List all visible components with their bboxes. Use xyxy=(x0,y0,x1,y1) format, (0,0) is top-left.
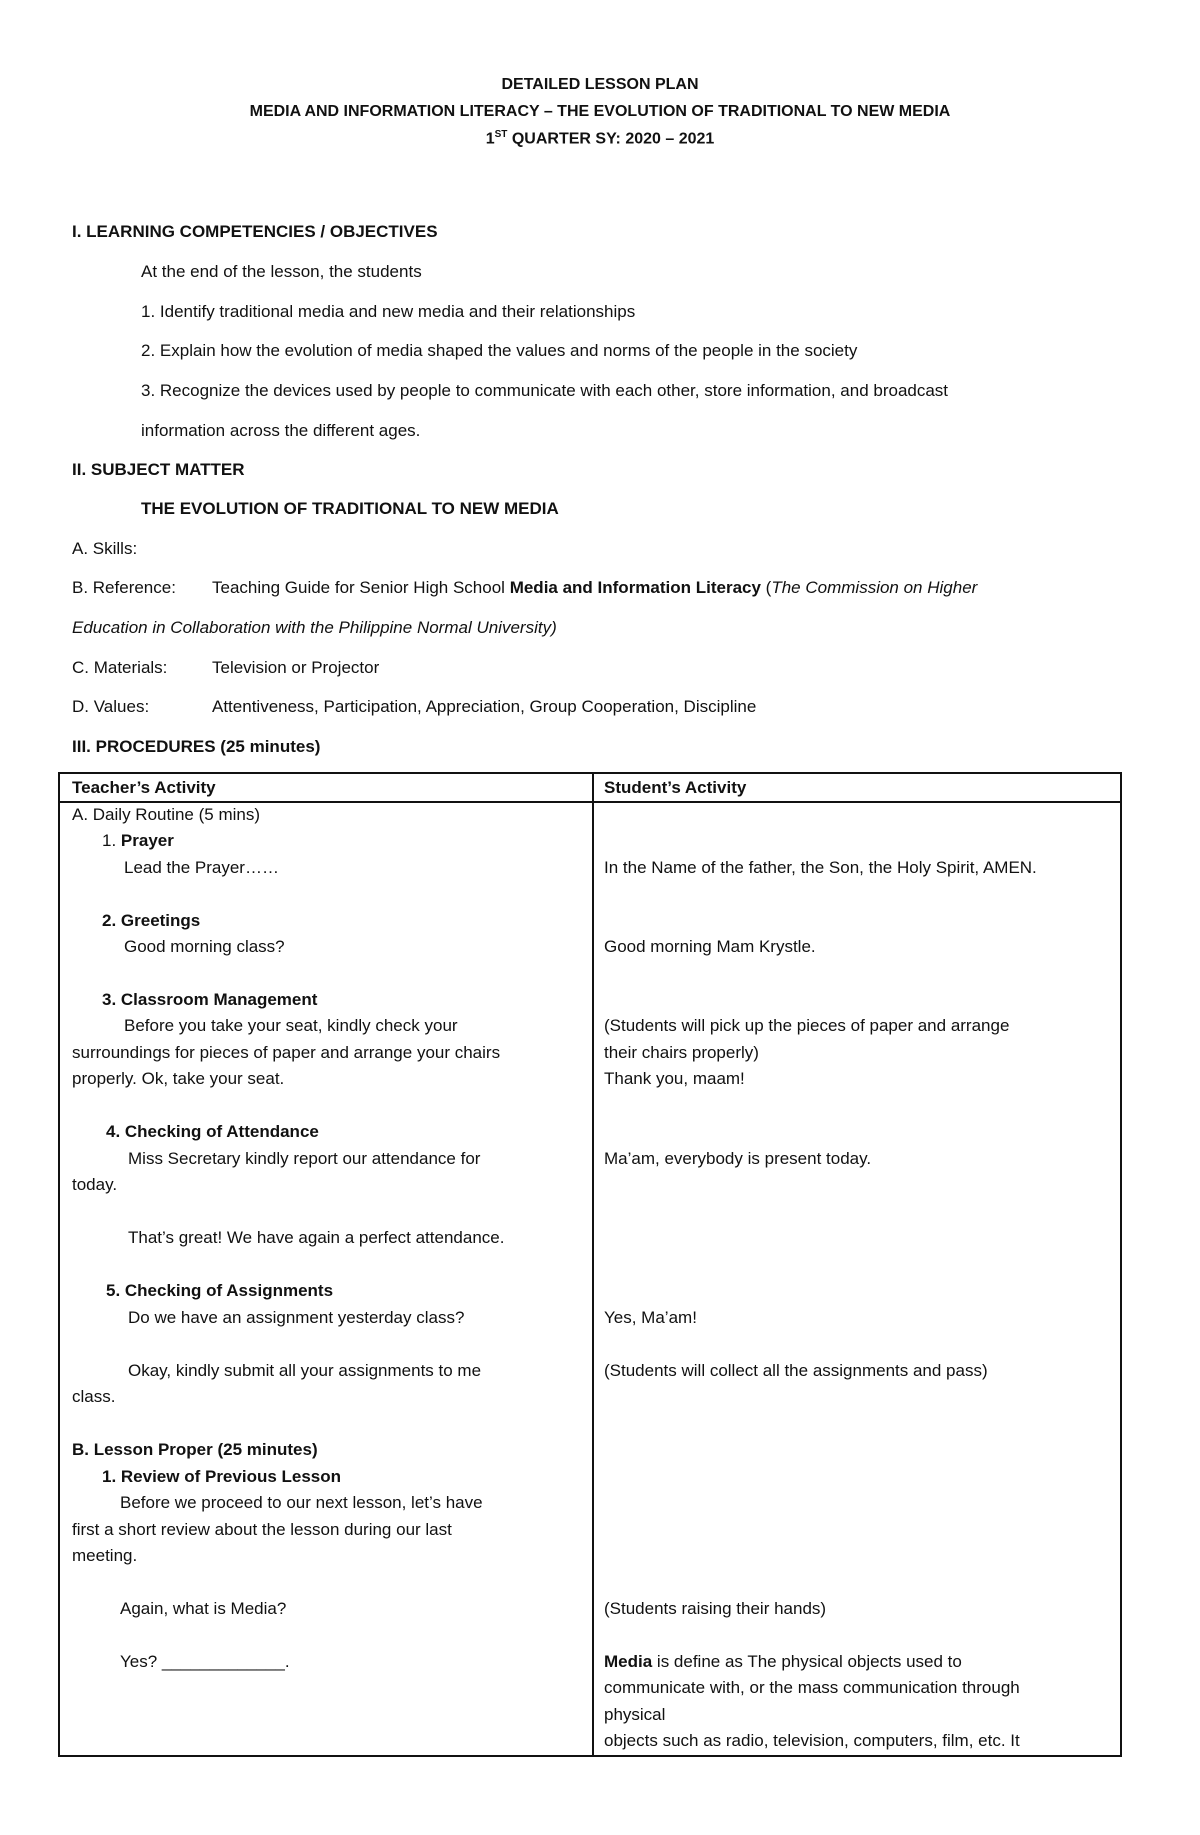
student-assignment-response: Yes, Ma’am! xyxy=(604,1308,697,1327)
materials-label: C. Materials: xyxy=(72,658,168,677)
reference-text-continued: Education in Collaboration with the Philippine Normal University) xyxy=(72,618,557,637)
review-text: first a short review about the lesson during our last xyxy=(72,1520,452,1539)
document-title: DETAILED LESSON PLAN xyxy=(501,76,699,93)
column-divider xyxy=(592,774,594,1755)
objective-item-continued: information across the different ages. xyxy=(141,421,421,440)
classroom-management-text: properly. Ok, take your seat. xyxy=(72,1069,285,1088)
student-question-response: (Students raising their hands) xyxy=(604,1599,827,1618)
reference-label: B. Reference: xyxy=(72,578,176,597)
question-text: Yes? _____________. xyxy=(120,1652,290,1671)
attendance-text: That’s great! We have again a perfect attendance. xyxy=(128,1228,505,1247)
materials-value: Television or Projector xyxy=(212,658,380,677)
procedures-table xyxy=(58,772,1122,1757)
student-media-definition: objects such as radio, television, computers, film, etc. It xyxy=(604,1731,1020,1750)
objective-item: 1. Identify traditional media and new media and their relationships xyxy=(141,302,636,321)
greetings-title: 2. Greetings xyxy=(102,911,201,930)
student-media-definition: communicate with, or the mass communication through xyxy=(604,1678,1020,1697)
question-text: Again, what is Media? xyxy=(120,1599,287,1618)
skills-label: A. Skills: xyxy=(72,539,138,558)
daily-routine-title: A. Daily Routine (5 mins) xyxy=(72,805,261,824)
student-attendance-response: Ma’am, everybody is present today. xyxy=(604,1149,872,1168)
objectives-heading: I. LEARNING COMPETENCIES / OBJECTIVES xyxy=(72,222,438,241)
objective-item: 3. Recognize the devices used by people to communicate with each other, store information, and broadcast xyxy=(141,381,949,400)
student-column-header: Student’s Activity xyxy=(604,778,747,797)
document-subtitle: MEDIA AND INFORMATION LITERACY – THE EVOLUTION OF TRADITIONAL TO NEW MEDIA xyxy=(249,103,951,120)
quarter-line: 1ST QUARTER SY: 2020 – 2021 xyxy=(485,129,715,148)
review-text: meeting. xyxy=(72,1546,138,1565)
subject-topic: THE EVOLUTION OF TRADITIONAL TO NEW MEDIA xyxy=(141,499,559,518)
classroom-management-title: 3. Classroom Management xyxy=(102,990,318,1009)
attendance-title: 4. Checking of Attendance xyxy=(106,1122,319,1141)
student-greeting-response: Good morning Mam Krystle. xyxy=(604,937,816,956)
assignments-text: Okay, kindly submit all your assignments to me xyxy=(128,1361,482,1380)
assignments-title: 5. Checking of Assignments xyxy=(106,1281,334,1300)
classroom-management-text: Before you take your seat, kindly check your xyxy=(124,1016,458,1035)
values-label: D. Values: xyxy=(72,697,150,716)
subject-heading: II. SUBJECT MATTER xyxy=(72,460,245,479)
student-assignment-response: (Students will collect all the assignments and pass) xyxy=(604,1361,988,1380)
objective-item: 2. Explain how the evolution of media shaped the values and norms of the people in the society xyxy=(141,341,858,360)
student-management-response: Thank you, maam! xyxy=(604,1069,745,1088)
reference-text: Teaching Guide for Senior High School Media and Information Literacy (The Commission on Higher xyxy=(212,578,978,597)
attendance-text: today. xyxy=(72,1175,118,1194)
assignments-text: Do we have an assignment yesterday class? xyxy=(128,1308,465,1327)
prayer-text: Lead the Prayer…… xyxy=(124,858,279,877)
assignments-text: class. xyxy=(72,1387,116,1406)
objectives-intro: At the end of the lesson, the students xyxy=(141,262,422,281)
procedures-heading: III. PROCEDURES (25 minutes) xyxy=(72,737,321,756)
classroom-management-text: surroundings for pieces of paper and arrange your chairs xyxy=(72,1043,501,1062)
student-management-response: (Students will pick up the pieces of paper and arrange xyxy=(604,1016,1010,1035)
greetings-text: Good morning class? xyxy=(124,937,285,956)
student-media-definition: physical xyxy=(604,1705,666,1724)
review-title: 1. Review of Previous Lesson xyxy=(102,1467,342,1486)
attendance-text: Miss Secretary kindly report our attendance for xyxy=(128,1149,481,1168)
prayer-title: 1. Prayer xyxy=(102,831,174,850)
lesson-proper-title: B. Lesson Proper (25 minutes) xyxy=(72,1440,318,1459)
values-value: Attentiveness, Participation, Appreciation, Group Cooperation, Discipline xyxy=(212,697,757,716)
student-prayer-response: In the Name of the father, the Son, the Holy Spirit, AMEN. xyxy=(604,858,1037,877)
review-text: Before we proceed to our next lesson, let’s have xyxy=(120,1493,483,1512)
teacher-column-header: Teacher’s Activity xyxy=(72,778,216,797)
student-management-response: their chairs properly) xyxy=(604,1043,759,1062)
student-media-definition: Media is define as The physical objects used to xyxy=(604,1652,962,1671)
